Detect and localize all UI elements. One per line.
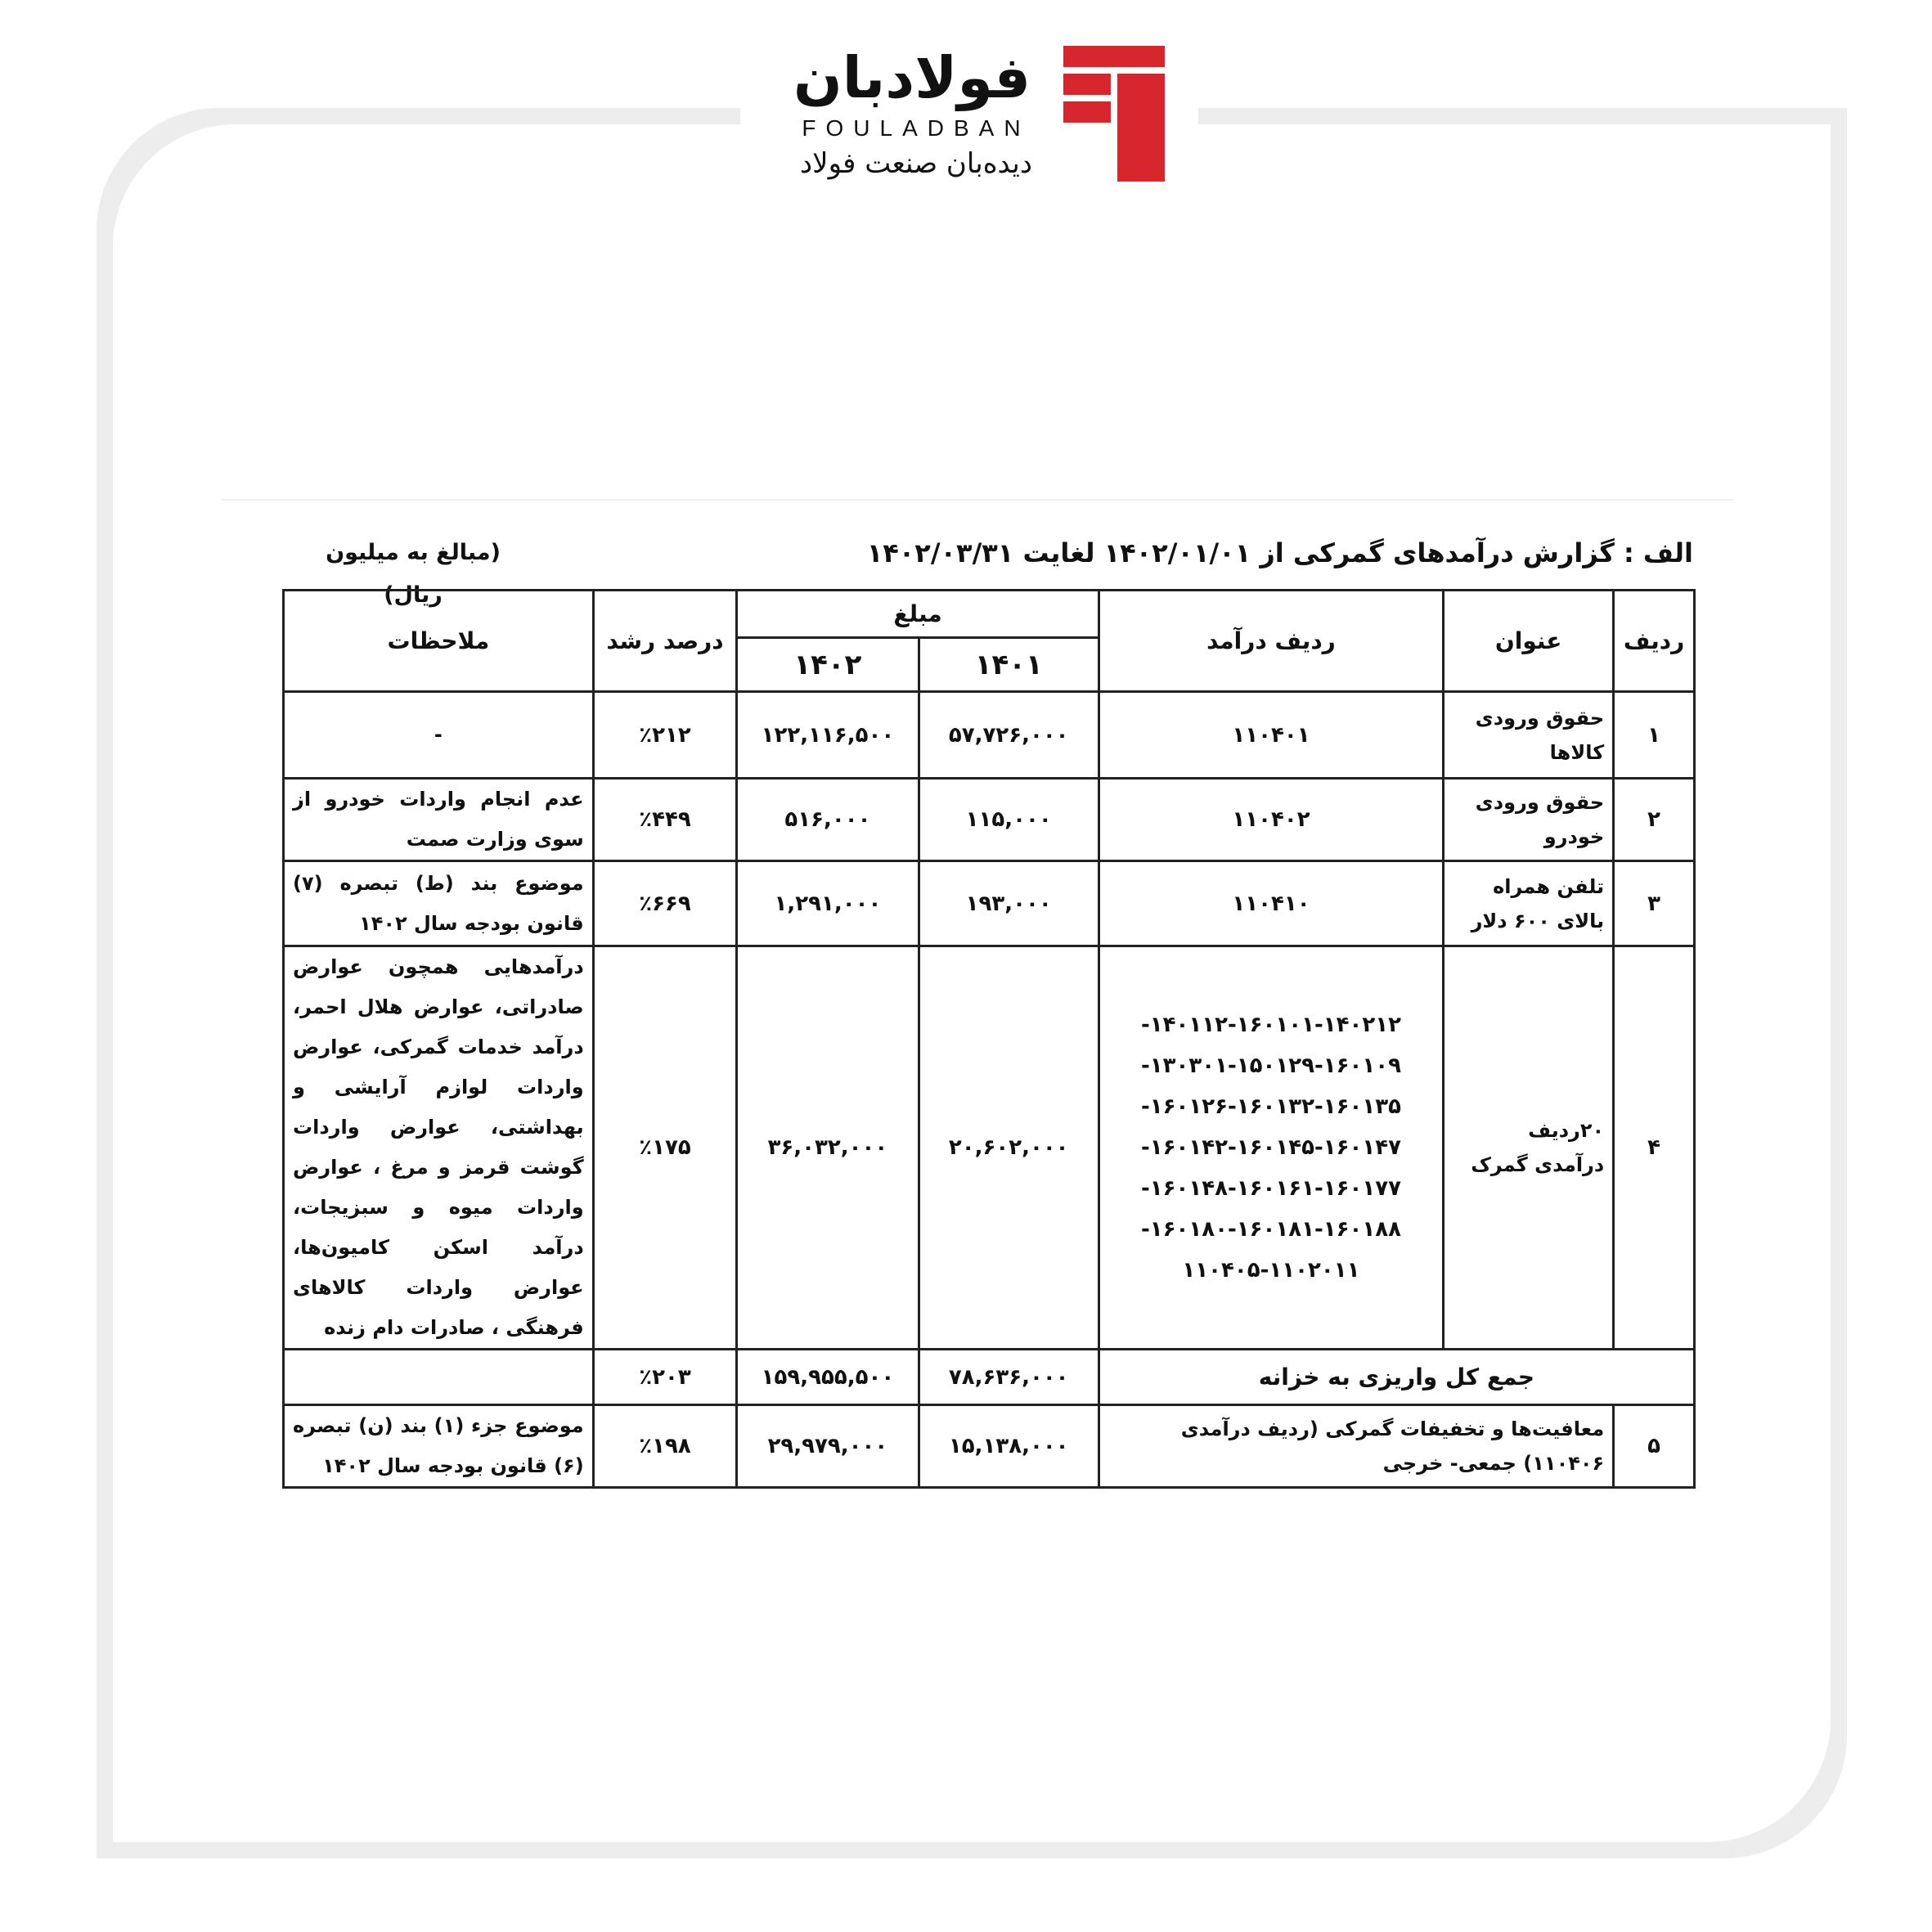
unit-note: (مبالغ به میلیون ریال) xyxy=(326,540,501,608)
row-onvan: ۲۰ردیف درآمدی گمرک xyxy=(1444,946,1614,1350)
brand-tagline: دیده‌بان صنعت فولاد xyxy=(800,147,1032,180)
total-value-1401: ۷۸,۶۳۶,۰۰۰ xyxy=(919,1350,1099,1405)
row-notes: عدم انجام واردات خودرو از سوی وزارت صمت xyxy=(284,779,594,861)
revenue-code-line: ۱۶۰۱۲۶-۱۶۰۱۳۲-۱۶۰۱۳۵- xyxy=(1140,1094,1401,1119)
row-onvan: حقوق ورودی خودرو xyxy=(1444,779,1614,861)
row-radif-daramad: ۱۱۰۴۰۱ xyxy=(1099,692,1443,779)
total-notes xyxy=(284,1350,594,1405)
customs-revenue-table xyxy=(282,589,1696,1489)
row-value-1401: ۲۰,۶۰۲,۰۰۰ xyxy=(919,946,1099,1350)
row-growth: ٪۱۹۸ xyxy=(593,1405,737,1488)
row-value-1401: ۵۷,۷۲۶,۰۰۰ xyxy=(919,692,1099,779)
row-notes: موضوع جزء (۱) بند (ن) تبصره (۶) قانون بودجه سال ۱۴۰۲ xyxy=(284,1405,594,1488)
row-value-1402: ۵۱۶,۰۰۰ xyxy=(737,779,919,861)
table-row xyxy=(284,861,1695,946)
row-value-1402: ۱,۲۹۱,۰۰۰ xyxy=(737,861,919,946)
row-notes: - xyxy=(284,692,594,779)
table-row xyxy=(284,779,1695,861)
header-row xyxy=(284,591,1695,638)
row-value-1401: ۱۹۳,۰۰۰ xyxy=(919,861,1099,946)
row-onvan: حقوق ورودی کالاها xyxy=(1444,692,1614,779)
row-growth: ٪۶۶۹ xyxy=(593,861,737,946)
brand-logo-mark-icon xyxy=(1063,46,1165,182)
row-growth: ٪۱۷۵ xyxy=(593,946,737,1350)
header-radif-daramad: ردیف درآمد xyxy=(1099,591,1443,692)
row-growth: ٪۴۴۹ xyxy=(593,779,737,861)
brand-name-en: FOULADBAN xyxy=(802,115,1031,141)
header-onvan: عنوان xyxy=(1444,591,1614,692)
row-radif-daramad: ۱۱۰۴۰۲ xyxy=(1099,779,1443,861)
row-radif: ۲ xyxy=(1614,779,1695,861)
header-1402: ۱۴۰۲ xyxy=(737,638,919,692)
revenue-code-line: ۱۶۰۱۸۰-۱۶۰۱۸۱-۱۶۰۱۸۸- xyxy=(1140,1217,1401,1242)
row-notes: درآمدهایی همچون عوارض صادراتی، عوارض هلال احمر، درآمد خدمات گمرکی، عوارض واردات لوازم آرایشی و بهداشتی، عوارض واردات گوشت قرمز و مرغ ، عوارض واردات میوه و سبزیجات، درآمد اسکن کامیون‌ها، عوارض واردات کالاهای فرهنگی ، صادرات دام زنده xyxy=(284,946,594,1350)
header-molahezat: ملاحظات xyxy=(284,591,594,692)
revenue-code-line: ۱۱۰۴۰۵-۱۱۰۲۰۱۱ xyxy=(1182,1258,1360,1283)
row-value-1401: ۱۱۵,۰۰۰ xyxy=(919,779,1099,861)
total-value-1402: ۱۵۹,۹۵۵,۵۰۰ xyxy=(737,1350,919,1405)
revenue-code-line: ۱۶۰۱۴۸-۱۶۰۱۶۱-۱۶۰۱۷۷- xyxy=(1140,1176,1401,1201)
table-row xyxy=(284,692,1695,779)
row-value-1402: ۳۶,۰۳۲,۰۰۰ xyxy=(737,946,919,1350)
total-label: جمع کل واریزی به خزانه xyxy=(1099,1350,1694,1405)
revenue-code-line: ۱۴۰۱۱۲-۱۶۰۱۰۱-۱۴۰۲۱۲- xyxy=(1140,1013,1401,1037)
brand-name-fa: فولادبان xyxy=(793,44,1031,111)
row-onvan: معافیت‌ها و تخفیفات گمرکی (ردیف درآمدی ۱۱۰۴۰۶) جمعی- خرجی xyxy=(1099,1405,1613,1488)
total-growth: ٪۲۰۳ xyxy=(593,1350,737,1405)
table-row xyxy=(284,1405,1695,1488)
row-growth: ٪۲۱۲ xyxy=(593,692,737,779)
row-radif: ۴ xyxy=(1614,946,1695,1350)
row-onvan: تلفن همراه بالای ۶۰۰ دلار xyxy=(1444,861,1614,946)
table-row xyxy=(284,946,1695,1350)
document-title: الف : گزارش درآمدهای گمرکی از ۱۴۰۲/۰۱/۰۱ لغایت ۱۴۰۲/۰۳/۳۱ xyxy=(866,537,1693,568)
header-mablagh: مبلغ xyxy=(737,591,1099,638)
total-row xyxy=(284,1350,1695,1405)
row-radif-daramad: ۱۱۰۴۱۰ xyxy=(1099,861,1443,946)
row-notes: موضوع بند (ط) تبصره (۷) قانون بودجه سال ۱۴۰۲ xyxy=(284,861,594,946)
header-darsad-roshd: درصد رشد xyxy=(593,591,737,692)
header-1401: ۱۴۰۱ xyxy=(919,638,1099,692)
row-radif: ۳ xyxy=(1614,861,1695,946)
revenue-code-line: ۱۳۰۳۰۱-۱۵۰۱۲۹-۱۶۰۱۰۹- xyxy=(1140,1054,1401,1078)
divider xyxy=(221,499,1734,501)
row-radif: ۵ xyxy=(1614,1405,1695,1488)
row-radif-daramad-list xyxy=(1099,946,1443,1350)
row-radif: ۱ xyxy=(1614,692,1695,779)
header-radif: ردیف xyxy=(1614,591,1695,692)
row-value-1402: ۲۹,۹۷۹,۰۰۰ xyxy=(737,1405,919,1488)
row-value-1402: ۱۲۲,۱۱۶,۵۰۰ xyxy=(737,692,919,779)
row-value-1401: ۱۵,۱۳۸,۰۰۰ xyxy=(919,1405,1099,1488)
revenue-code-line: ۱۶۰۱۴۲-۱۶۰۱۴۵-۱۶۰۱۴۷- xyxy=(1140,1135,1401,1160)
